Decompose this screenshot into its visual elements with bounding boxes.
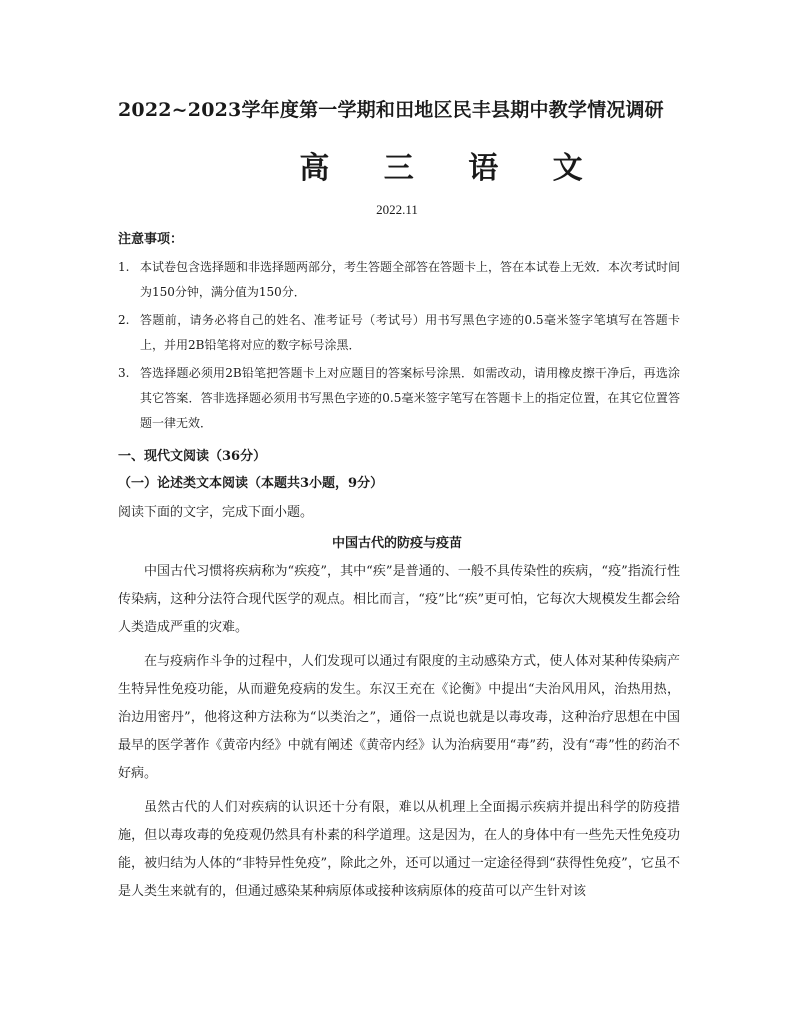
- exam-date: 2022.11: [376, 202, 418, 217]
- notice-heading: 注意事项：: [118, 232, 184, 247]
- reading-instruction: 阅读下面的文字，完成下面小题。: [118, 505, 314, 520]
- subsection-heading: （一）论述类文本阅读（本题共3小题，9分）: [118, 476, 384, 491]
- subject-title: 高 三 语 文: [299, 151, 605, 186]
- notice-item: [118, 308, 680, 358]
- section-heading: 一、现代文阅读（36分）: [118, 449, 267, 464]
- article-paragraph: 在与疫病作斗争的过程中，人们发现可以通过有限度的主动感染方式，使人体对某种传染病产生特异性免疫功能，从而避免疫病的发生。东汉王充在《论衡》中提出“夫治风用风，治热用热，治边用密丹”，他将这种方法称为“以类治之”，通俗一点说也就是以毒攻毒，这种治疗思想在中国最早的医学著作《黄帝内经》中就有阐述《黄帝内经》认为治病要用“毒”药，没有“毒”性的药治不好病。: [118, 654, 680, 781]
- article-paragraph: 虽然古代的人们对疾病的认识还十分有限，难以从机理上全面揭示疾病并提出科学的防疫措施，但以毒攻毒的免疫观仍然具有朴素的科学道理。这是因为，在人的身体中有一些先天性免疫功能，被归结为人体的“非特异性免疫”，除此之外，还可以通过一定途径得到“获得性免疫”，它虽不是人类生来就有的，但通过感染某种病原体或接种该病原体的疫苗可以产生针对该: [118, 800, 680, 899]
- notice-item: [118, 255, 680, 305]
- notice-item-number: 3.: [118, 366, 130, 380]
- notice-item-number: 2.: [118, 313, 130, 327]
- notice-item-text: 答选择题必须用2B铅笔把答题卡上对应题目的答案标号涂黑．如需改动，请用橡皮擦干净后，再选涂其它答案．答非选择题必须用书写黑色字迹的0.5毫米签字笔写在答题卡上的指定位置，在其它位置答题一律无效．: [140, 366, 680, 430]
- notice-list: [118, 255, 680, 439]
- exam-title: 2022~2023学年度第一学期和田地区民丰县期中教学情况调研: [118, 99, 664, 121]
- notice-item-number: 1.: [118, 260, 130, 274]
- article-paragraph: 中国古代习惯将疾病称为“疾疫”，其中“疾”是普通的、一般不具传染性的疾病，“疫”指流行性传染病，这种分法符合现代医学的观点。相比而言，“疫”比“疾”更可怕，它每次大规模发生都会给人类造成严重的灾难。: [118, 564, 680, 635]
- notice-item: [118, 361, 680, 436]
- notice-item-text: 答题前，请务必将自己的姓名、准考证号（考试号）用书写黑色字迹的0.5毫米签字笔填写在答题卡上，并用2B铅笔将对应的数字标号涂黑．: [140, 313, 680, 352]
- article-body: [118, 558, 680, 912]
- article-title: 中国古代的防疫与疫苗: [331, 536, 462, 551]
- notice-item-text: 本试卷包含选择题和非选择题两部分，考生答题全部答在答题卡上，答在本试卷上无效．本次考试时间为150分钟，满分值为150分．: [140, 260, 681, 299]
